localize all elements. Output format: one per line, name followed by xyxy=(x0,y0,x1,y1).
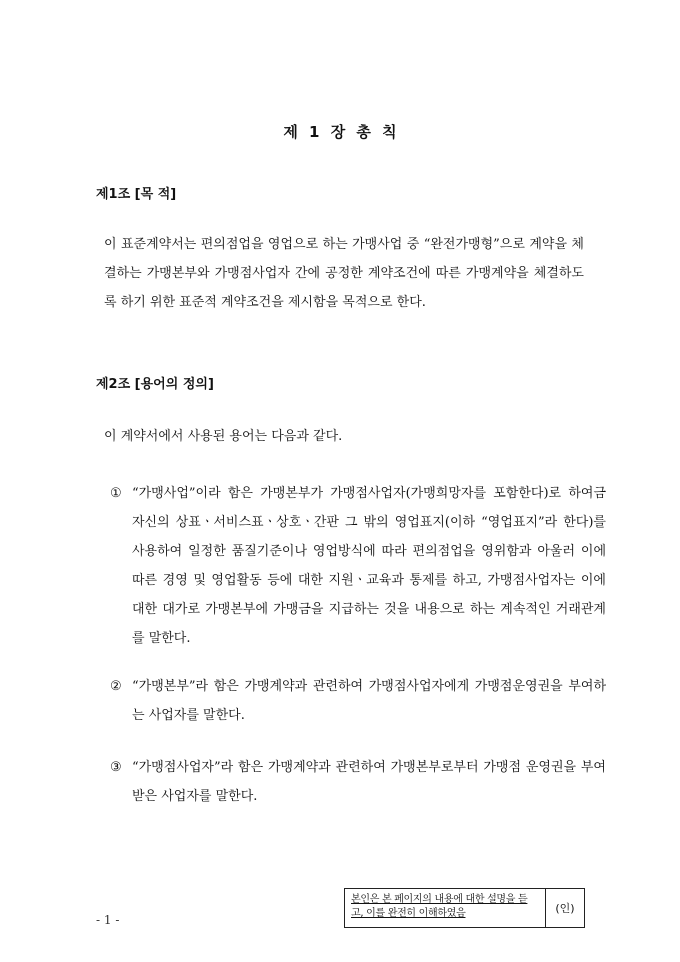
item-number: ① xyxy=(110,486,122,501)
chapter-title: 제 1 장 총 칙 xyxy=(283,123,397,141)
item-number: ② xyxy=(110,679,122,694)
definition-item xyxy=(110,672,606,730)
item-text: “가맹본부”라 함은 가맹계약과 관련하여 가맹점사업자에게 가맹점운영권을 부여하는 사업자를 말한다. xyxy=(132,679,606,723)
page-number: - 1 - xyxy=(96,913,120,927)
confirmation-box xyxy=(344,888,585,928)
seal-field[interactable]: (인) xyxy=(555,902,575,915)
article-2-title: 제2조 [용어의 정의] xyxy=(96,377,214,392)
definition-item xyxy=(110,479,606,653)
article-1-title: 제1조 [목 적] xyxy=(96,187,177,202)
article-2-intro: 이 계약서에서 사용된 용어는 다음과 같다. xyxy=(104,429,343,444)
confirmation-text: 본인은 본 페이지의 내용에 대한 설명을 듣고, 이를 완전히 이해하였음 xyxy=(345,889,546,927)
item-text: “가맹점사업자”라 함은 가맹계약과 관련하여 가맹본부로부터 가맹점 운영권을 부여받은 사업자를 말한다. xyxy=(132,760,606,804)
item-text: “가맹사업”이라 함은 가맹본부가 가맹점사업자(가맹희망자를 포함한다)로 하여금 자신의 상표ㆍ서비스표ㆍ상호ㆍ간판 그 밖의 영업표지(이하 “영업표지”라 한다)를 사용하여 일정한 품질기준이나 영업방식에 따라 편의점업을 영위함과 아울러 이에 따른 경영 및 영업활동 등에 대한 지원ㆍ교육과 통제를 하고, 가맹점사업자는 이에 대한 대가로 가맹본부에 가맹금을 지급하는 것을 내용으로 하는 계속적인 거래관계를 말한다. xyxy=(132,486,606,646)
article-1-body: 이 표준계약서는 편의점업을 영업으로 하는 가맹사업 중 “완전가맹형”으로 계약을 체결하는 가맹본부와 가맹점사업자 간에 공정한 계약조건에 따른 가맹계약을 체결하도록 하기 위한 표준적 계약조건을 제시함을 목적으로 한다. xyxy=(104,237,584,310)
item-number: ③ xyxy=(110,760,122,775)
definition-item xyxy=(110,753,606,811)
